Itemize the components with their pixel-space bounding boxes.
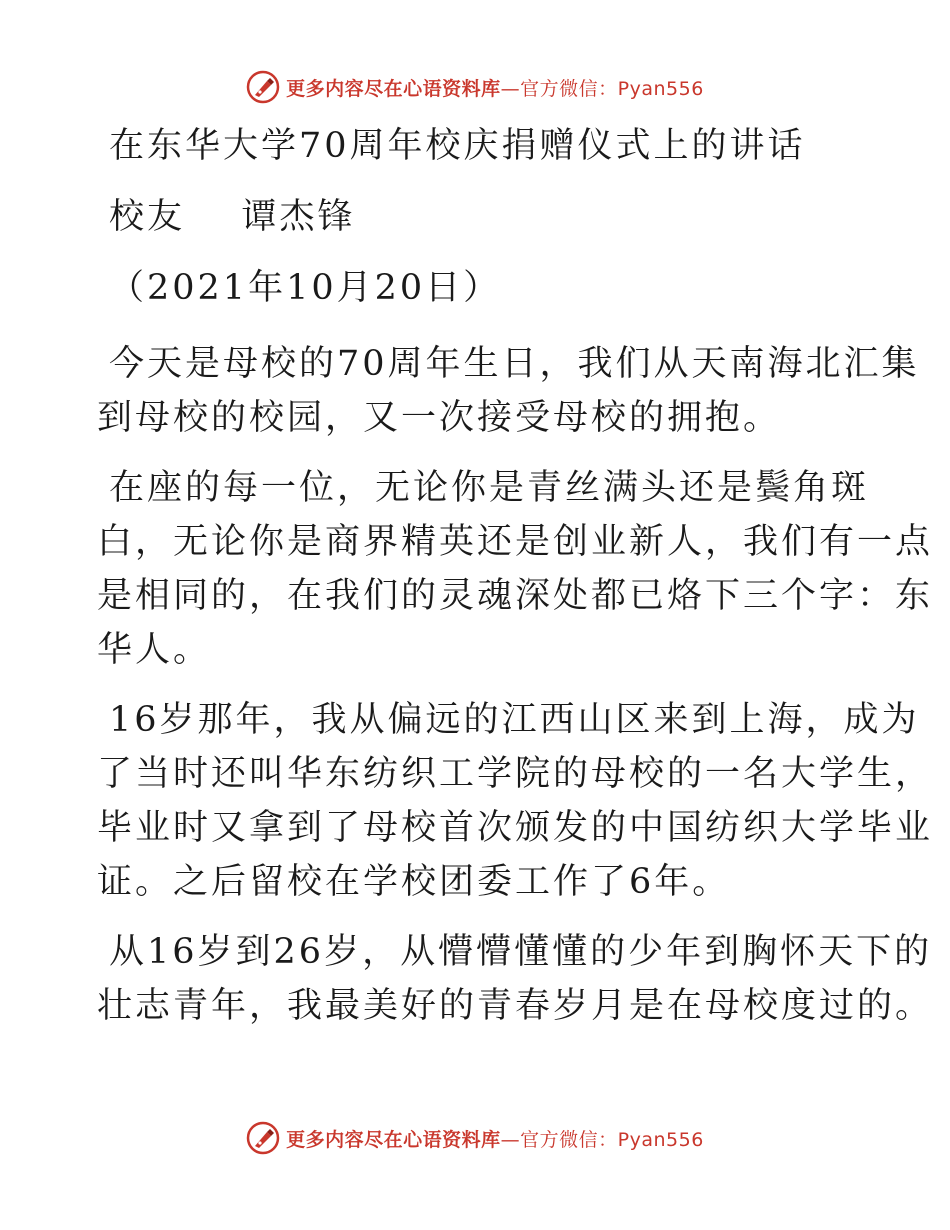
paragraph-2 xyxy=(97,461,934,677)
document-body xyxy=(97,124,934,1049)
paragraph-line: 白，无论你是商界精英还是创业新人，我们有一点 xyxy=(97,522,934,562)
watermark-text xyxy=(286,1125,704,1152)
document-date: （2021年10月20日） xyxy=(109,268,502,308)
paragraph-line: 到母校的校园，又一次接受母校的拥抱。 xyxy=(97,398,782,438)
document-title: 在东华大学70周年校庆捐赠仪式上的讲话 xyxy=(109,126,806,166)
document-author: 校友 谭杰锋 xyxy=(109,197,356,237)
paragraph-line: 是相同的，在我们的灵魂深处都已烙下三个字：东 xyxy=(97,576,934,616)
paragraph-line: 证。之后留校在学校团委工作了6年。 xyxy=(97,862,731,902)
paragraph-line: 今天是母校的70周年生日，我们从天南海北汇集 xyxy=(109,344,920,384)
watermark-wechat: 官方微信：Pyan556 xyxy=(520,1128,704,1151)
paragraph-3 xyxy=(97,693,934,909)
watermark-main: 更多内容尽在心语资料库 xyxy=(286,1128,501,1151)
watermark-separator: — xyxy=(500,77,521,100)
paragraph-line: 了当时还叫华东纺织工学院的母校的一名大学生， xyxy=(97,754,934,794)
paragraph-line: 壮志青年，我最美好的青春岁月是在母校度过的。 xyxy=(97,986,934,1026)
watermark-text xyxy=(286,74,704,101)
watermark-main: 更多内容尽在心语资料库 xyxy=(286,77,501,100)
watermark-separator: — xyxy=(500,1128,521,1151)
paragraph-line: 从16岁到26岁，从懵懵懂懂的少年到胸怀天下的 xyxy=(109,932,933,972)
paragraph-line: 华人。 xyxy=(97,630,212,670)
watermark-wechat: 官方微信：Pyan556 xyxy=(520,77,704,100)
paragraph-line: 16岁那年，我从偏远的江西山区来到上海，成为 xyxy=(109,700,920,740)
pen-nib-logo-icon xyxy=(246,1121,280,1155)
paragraph-line: 毕业时又拿到了母校首次颁发的中国纺织大学毕业 xyxy=(97,808,934,848)
paragraph-line: 在座的每一位，无论你是青丝满头还是鬓角斑 xyxy=(109,468,870,508)
paragraph-4 xyxy=(97,925,934,1033)
header-watermark xyxy=(0,70,950,104)
pen-nib-logo-icon xyxy=(246,70,280,104)
footer-watermark xyxy=(0,1121,950,1155)
paragraph-1 xyxy=(97,337,920,445)
